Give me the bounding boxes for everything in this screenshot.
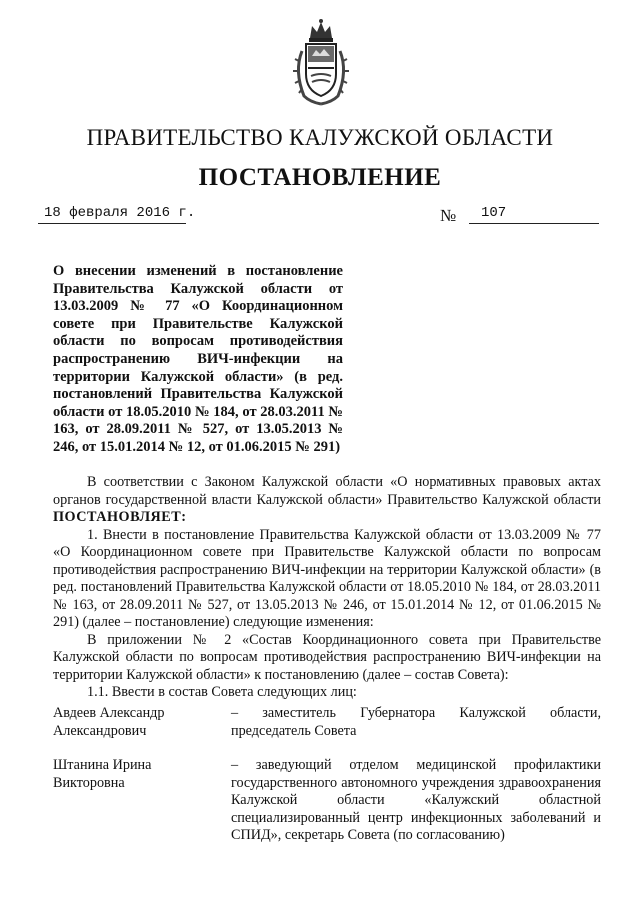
decree-word: ПОСТАНОВЛЯЕТ: [53,509,187,525]
clause-1-paragraph: 1. Внести в постановление Правительства Калужской области от 13.03.2009 № 77 «О Координационном совете при Правительстве Калужской области по вопросам противодействия распространению ВИЧ-инфекции на территории Калужской области» (в ред. постановлений Правительства Калужской области от 18.05.2010 № 184, от 28.03.2011 № 163, от 28.09.2011 № 527, от 13.05.2013 № 246, от 15.01.2014 № 12, от 01.06.2015 № 291) (далее – постановление) следующие изменения: [53,526,601,630]
document-type-title: ПОСТАНОВЛЕНИЕ [198,164,442,191]
document-date: 18 февраля 2016 г. [44,205,196,221]
document-subject: О внесении изменений в постановление Правительства Калужской области от 13.03.2009 № 77 «О Координационном совете при Правительстве Калужской области по вопросам противодействия распространению ВИЧ-инфекции на территории Калужской области» (в ред. постановлений Правительства Калужской области от 18.05.2010 № 184, от 28.03.2011 № 163, от 28.09.2011 № 527, от 13.05.2013 № 246, от 15.01.2014 № 12, от 01.06.2015 № 291) [53,263,343,455]
coat-of-arms-icon [290,16,352,106]
appendix-paragraph: В приложении № 2 «Состав Координационного совета при Правительстве Калужской области по вопросам противодействия распространению ВИЧ-инфекции на территории Калужской области» к постановлению (далее – состав Совета): [53,631,601,683]
number-sign: № [440,206,457,225]
preamble-paragraph [53,474,601,527]
member-name: Штанина Ирина Викторовна [53,757,152,791]
member-role: – заместитель Губернатора Калужской области, председатель Совета [231,705,601,739]
member-name: Авдеев Александр Александрович [53,705,165,739]
document-body [53,474,601,702]
council-members-list [53,705,601,862]
clause-1-1-paragraph: 1.1. Ввести в состав Совета следующих лиц: [87,684,357,700]
member-role: – заведующий отделом медицинской профилактики государственного автономного учреждения здравоохранения Калужской области «Калужский областной специализированный центр инфекционных заболеваний и СПИД», секретарь Совета (по согласованию) [231,757,601,843]
list-item [53,705,601,740]
list-item [53,757,601,845]
preamble-text: В соответствии с Законом Калужской области «О нормативных правовых актах органов государственной власти Калужской области» Правительство Калужской области [53,474,601,508]
government-title: ПРАВИТЕЛЬСТВО КАЛУЖСКОЙ ОБЛАСТИ [86,125,554,150]
document-number: 107 [481,205,507,221]
